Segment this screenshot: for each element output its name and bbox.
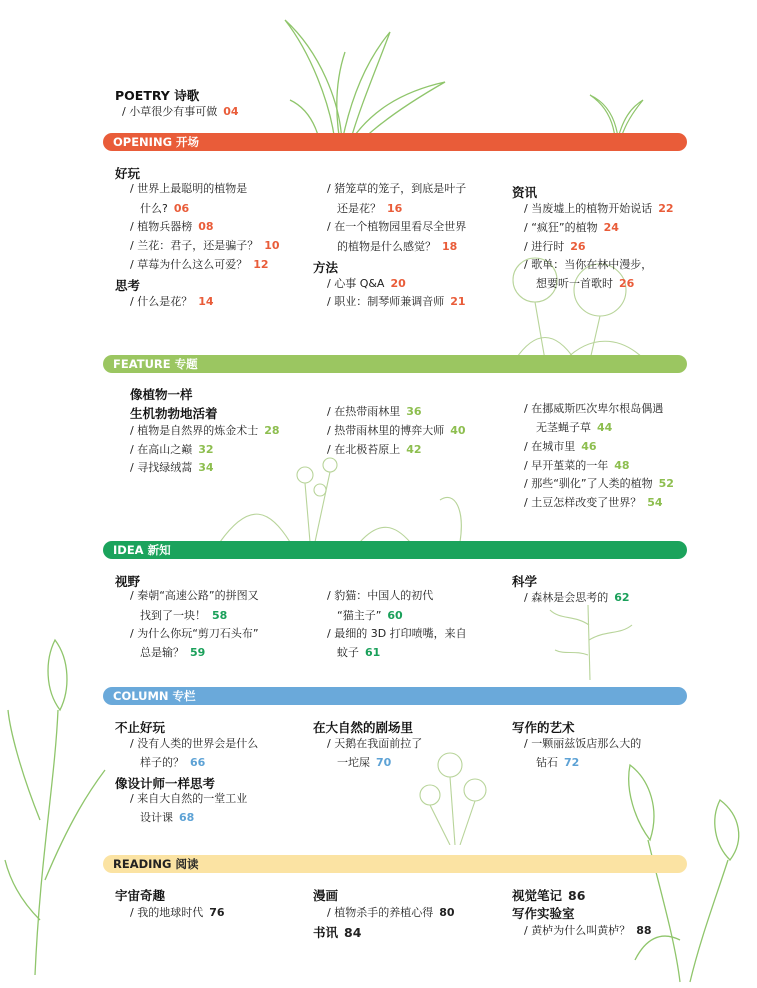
list-item[interactable]: [337, 240, 457, 254]
list-item[interactable]: [337, 202, 402, 216]
subsection-title: 思考: [115, 278, 141, 293]
entry-title: / 在北极苔原上: [327, 443, 401, 456]
list-item[interactable]: [512, 886, 585, 904]
list-item[interactable]: [327, 424, 466, 438]
entry-title: 书讯: [313, 925, 339, 940]
entry-title: / 职业：制琴师兼调音师: [327, 295, 445, 308]
list-item[interactable]: / 最细的 3D 打印喷嘴，来自: [327, 627, 467, 640]
entry-title: 蚊子: [337, 646, 359, 659]
page-number: 61: [365, 646, 381, 659]
page-number: 58: [212, 609, 228, 622]
grass-illustration-small: [585, 80, 645, 140]
page-number: 08: [198, 220, 214, 233]
list-item[interactable]: [524, 591, 630, 605]
list-item[interactable]: / 为什么你玩“剪刀石头布”: [130, 627, 259, 640]
list-item[interactable]: [130, 239, 280, 253]
list-item[interactable]: [337, 646, 380, 660]
entry-title: / 森林是会思考的: [524, 591, 609, 604]
list-item[interactable]: [524, 221, 619, 235]
subsection-title: 方法: [313, 260, 339, 275]
list-item[interactable]: / 一颗丽兹饭店那么大的: [524, 737, 642, 750]
page-number: 54: [647, 496, 663, 509]
page-number: 86: [568, 888, 586, 903]
feature-title-line1: 像植物一样: [130, 387, 193, 402]
entry-title: / 在城市里: [524, 440, 576, 453]
subsection-title: 资讯: [512, 185, 538, 200]
list-item[interactable]: [524, 924, 652, 938]
list-item[interactable]: / 在一个植物园里看尽全世界: [327, 220, 467, 233]
page-number: 32: [198, 443, 214, 456]
list-item[interactable]: [337, 756, 391, 770]
list-item[interactable]: / 天鹅在我面前拉了: [327, 737, 423, 750]
list-item[interactable]: [524, 440, 597, 454]
page-number: 76: [209, 906, 225, 919]
page-number: 24: [603, 221, 619, 234]
subsection-title: 好玩: [115, 166, 141, 181]
entry-title: / 心事 Q&A: [327, 277, 385, 290]
list-item[interactable]: [313, 923, 361, 941]
page-number: 44: [597, 421, 613, 434]
entry-title: 总是输？: [140, 646, 184, 659]
list-item[interactable]: / 猪笼草的笼子，到底是叶子: [327, 182, 467, 195]
list-item[interactable]: [130, 258, 269, 272]
entry-title: / 早开堇菜的一年: [524, 459, 609, 472]
page-number: 48: [614, 459, 630, 472]
subsection-title: 写作的艺术: [512, 720, 575, 735]
page-number: 16: [387, 202, 403, 215]
list-item[interactable]: [327, 405, 422, 419]
entry-title: 钻石: [536, 756, 558, 769]
entry-title: / 植物兵器榜: [130, 220, 193, 233]
page-number: 12: [253, 258, 269, 271]
entry-title: / 兰花：君子，还是骗子？: [130, 239, 259, 252]
page-number: 28: [264, 424, 280, 437]
list-item[interactable]: [524, 459, 630, 473]
page-number: 26: [619, 277, 635, 290]
list-item[interactable]: [327, 277, 406, 291]
poetry-title: POETRY 诗歌: [115, 88, 200, 103]
list-item[interactable]: [524, 496, 663, 510]
entry-title: / 草莓为什么这么可爱？: [130, 258, 248, 271]
section-bar-column: COLUMN 专栏: [103, 687, 687, 705]
section-bar-idea: IDEA 新知: [103, 541, 687, 559]
grass-illustration-top: [280, 12, 480, 147]
entry-title: 找到了一块！: [140, 609, 206, 622]
entry-title: 一坨屎: [337, 756, 370, 769]
page-number: 46: [581, 440, 597, 453]
page-number: 42: [406, 443, 422, 456]
entry-title: / 植物杀手的养植心得: [327, 906, 434, 919]
page-number: 80: [439, 906, 455, 919]
list-item[interactable]: [140, 202, 189, 216]
list-item[interactable]: / 秦朝“高速公路”的拼图又: [130, 589, 259, 602]
page-number: 52: [658, 477, 674, 490]
page-number: 84: [344, 925, 362, 940]
list-item[interactable]: [140, 609, 227, 623]
list-item[interactable]: [130, 424, 280, 438]
list-item[interactable]: [130, 461, 214, 475]
list-item[interactable]: [140, 756, 205, 770]
entry-title: / 寻找绿绒蒿: [130, 461, 193, 474]
page-number: 62: [614, 591, 630, 604]
page-number: 04: [223, 105, 239, 118]
entry-title: / 土豆怎样改变了世界？: [524, 496, 642, 509]
entry-title: / 那些“驯化”了人类的植物: [524, 477, 653, 490]
list-item[interactable]: [536, 756, 579, 770]
entry-title: / 热带雨林里的博弈大师: [327, 424, 445, 437]
list-item[interactable]: / 歌单：当你在林中漫步，: [524, 258, 653, 271]
subsection-title: 写作实验室: [512, 906, 575, 921]
page-number: 20: [390, 277, 406, 290]
herb-illustration: [540, 595, 640, 680]
entry-title: / 进行时: [524, 240, 565, 253]
page-number: 66: [190, 756, 206, 769]
page-number: 36: [406, 405, 422, 418]
page-number: 60: [387, 609, 403, 622]
entry-title: 视觉笔记: [512, 888, 563, 903]
subsection-title: 宇宙奇趣: [115, 888, 166, 903]
list-item[interactable]: / 世界上最聪明的植物是: [130, 182, 248, 195]
list-item[interactable]: [327, 906, 455, 920]
list-item[interactable]: [327, 295, 466, 309]
page-number: 18: [442, 240, 458, 253]
entry-title: / 我的地球时代: [130, 906, 204, 919]
page-number: 88: [636, 924, 652, 937]
entry-title: / 在热带雨林里: [327, 405, 401, 418]
entry-title: / 什么是花？: [130, 295, 193, 308]
list-item[interactable]: [130, 220, 214, 234]
page-number: 34: [198, 461, 214, 474]
list-item[interactable]: / 在挪威斯匹次卑尔根岛偶遇: [524, 402, 664, 415]
subsection-title: 漫画: [313, 888, 339, 903]
subsection-title: 科学: [512, 574, 538, 589]
entry-title: / 在高山之巅: [130, 443, 193, 456]
list-item[interactable]: [140, 646, 205, 660]
list-item[interactable]: [130, 443, 214, 457]
page-number: 26: [570, 240, 586, 253]
subsection-title: 不止好玩: [115, 720, 166, 735]
page-number: 06: [173, 202, 190, 215]
page-number: 14: [198, 295, 214, 308]
section-bar-reading: READING 阅读: [103, 855, 687, 873]
entry-title: 什么?: [140, 202, 168, 215]
list-item[interactable]: [130, 295, 214, 309]
section-bar-opening: OPENING 开场: [103, 133, 687, 151]
page-number: 22: [658, 202, 674, 215]
list-item[interactable]: [524, 202, 674, 216]
entry-title: “猫主子”: [337, 609, 382, 622]
entry-title: 还是花？: [337, 202, 381, 215]
feature-title-line2: 生机勃勃地活着: [130, 406, 218, 421]
list-item[interactable]: [327, 443, 422, 457]
page-number: 72: [564, 756, 580, 769]
list-item[interactable]: [122, 105, 239, 119]
list-item[interactable]: [130, 906, 225, 920]
page-number: 40: [450, 424, 466, 437]
list-item[interactable]: [536, 277, 634, 291]
list-item[interactable]: [337, 609, 403, 623]
page-number: 59: [190, 646, 206, 659]
entry-title: / “疯狂”的植物: [524, 221, 598, 234]
list-item[interactable]: [140, 811, 194, 825]
entry-title: / 植物是自然界的炼金术士: [130, 424, 259, 437]
page-number: 68: [179, 811, 195, 824]
subsection-title: 像设计师一样思考: [115, 776, 216, 791]
page-number: 21: [450, 295, 466, 308]
page-number: 10: [264, 239, 280, 252]
list-item[interactable]: [524, 240, 586, 254]
entry-title: 的植物是什么感觉？: [337, 240, 436, 253]
entry-title: / 当废墟上的植物开始说话: [524, 202, 653, 215]
list-item[interactable]: / 豹猫：中国人的初代: [327, 589, 434, 602]
entry-title: 无茎蝇子草: [536, 421, 591, 434]
list-item[interactable]: [536, 421, 612, 435]
page-number: 70: [376, 756, 392, 769]
list-item[interactable]: [524, 477, 674, 491]
entry-title: 设计课: [140, 811, 173, 824]
list-item[interactable]: / 没有人类的世界会是什么: [130, 737, 259, 750]
wheat-illustration-left: [0, 620, 110, 980]
entry-title: 想要听一首歌时: [536, 277, 613, 290]
entry-title: / 黄栌为什么叫黄栌？: [524, 924, 631, 937]
entry-title: 样子的？: [140, 756, 184, 769]
subsection-title: 视野: [115, 574, 141, 589]
entry-title: / 小草很少有事可做: [122, 105, 218, 118]
subsection-title: 在大自然的剧场里: [313, 720, 414, 735]
list-item[interactable]: / 来自大自然的一堂工业: [130, 792, 248, 805]
flower-illustration-column: [405, 740, 505, 845]
section-bar-feature: FEATURE 专题: [103, 355, 687, 373]
